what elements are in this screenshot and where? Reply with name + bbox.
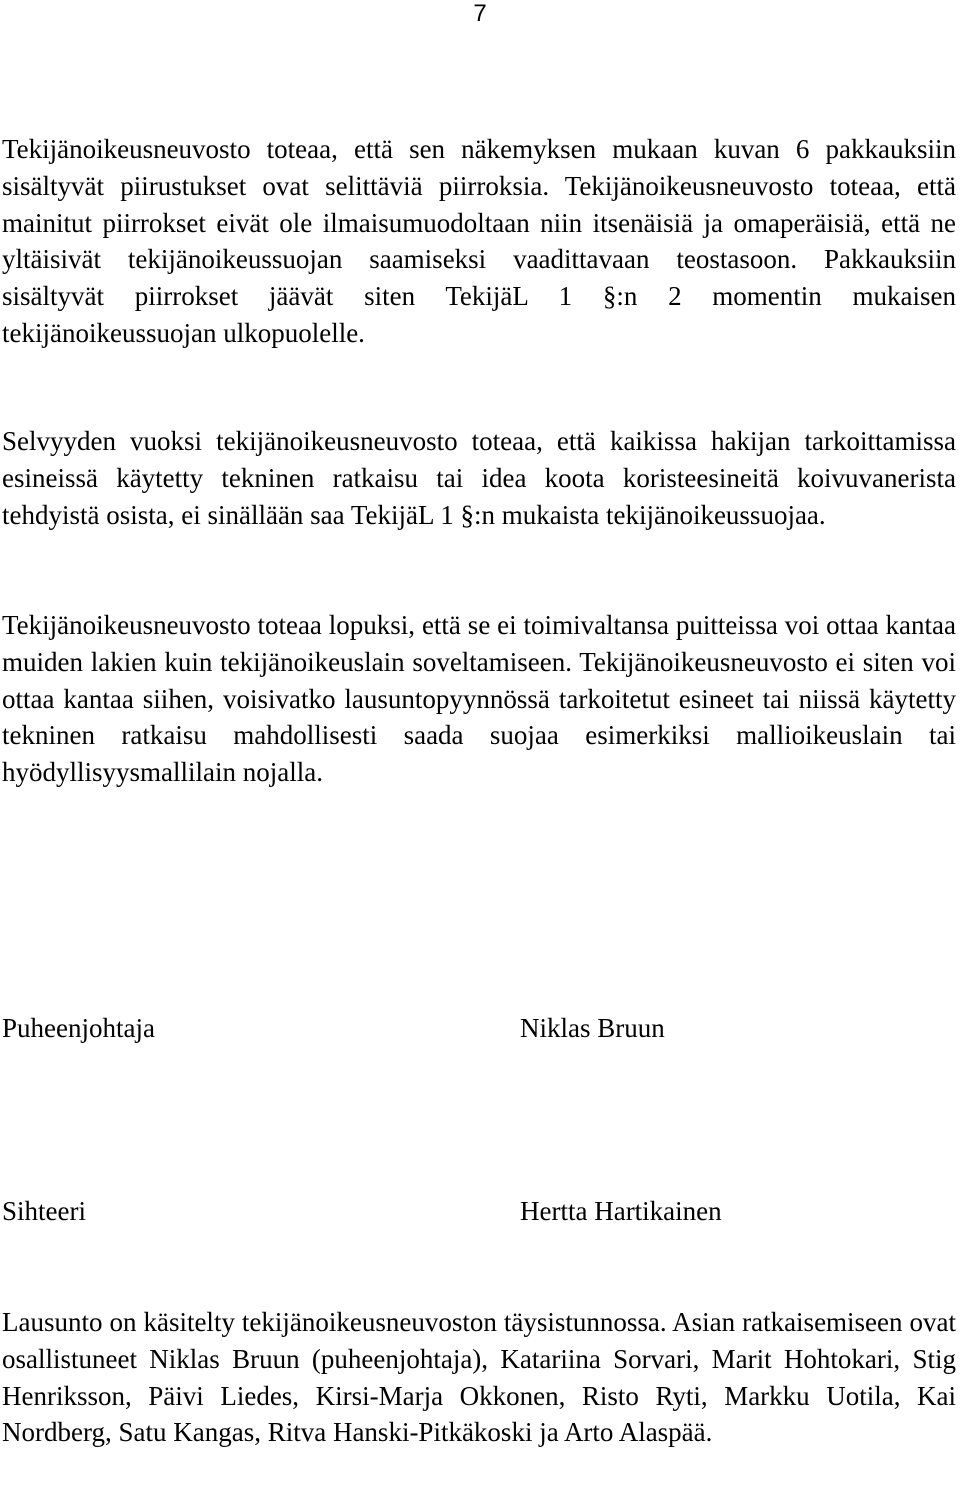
signature-role-secretary: Sihteeri	[2, 1196, 86, 1226]
body-paragraph-technical-solution: Selvyyden vuoksi tekijänoikeusneuvosto toteaa, että kaikissa hakijan tarkoittamissa esineissä käytetty tekninen ratkaisu tai idea koota koristeesineitä koivuvanerista tehdyistä osista, ei sinällään saa TekijäL 1 §:n mukaista tekijänoikeussuojaa.	[2, 426, 956, 530]
signature-name-chair: Niklas Bruun	[520, 1013, 665, 1043]
page-number: 7	[473, 0, 487, 27]
body-paragraph-jurisdiction: Tekijänoikeusneuvosto toteaa lopuksi, että se ei toimivaltansa puitteissa voi ottaa kantaa muiden lakien kuin tekijänoikeuslain soveltamiseen. Tekijänoikeusneuvosto ei siten voi ottaa kantaa siihen, voisivatko lausuntopyynnössä tarkoitetut esineet tai niissä käytetty tekninen ratkaisu mahdollisesti saada suojaa esimerkiksi mallioikeuslain tai hyödyllisyysmallilain nojalla.	[2, 610, 956, 788]
closing-paragraph: Lausunto on käsitelty tekijänoikeusneuvoston täysistunnossa. Asian ratkaisemiseen ovat osallistuneet Niklas Bruun (puheenjohtaja), Katariina Sorvari, Marit Hohtokari, Stig Henriksson, Päivi Liedes, Kirsi-Marja Okkonen, Risto Ryti, Markku Uotila, Kai Nordberg, Satu Kangas, Ritva Hanski-Pitkäkoski ja Arto Alaspää.	[2, 1307, 956, 1448]
signature-role-chair: Puheenjohtaja	[2, 1013, 155, 1043]
signature-name-secretary: Hertta Hartikainen	[520, 1196, 722, 1226]
body-paragraph-drawings: Tekijänoikeusneuvosto toteaa, että sen näkemyksen mukaan kuvan 6 pakkauksiin sisältyvät piirustukset ovat selittäviä piirroksia. Tekijänoikeusneuvosto toteaa, että mainitut piirrokset eivät ole ilmaisumuodoltaan niin itsenäisiä ja omaperäisiä, että ne yltäisivät tekijänoikeussuojan saamiseksi vaadittavaan teostasoon. Pakkauksiin sisältyvät piirrokset jäävät siten TekijäL 1 §:n 2 momentin mukaisen tekijänoikeussuojan ulkopuolelle.	[2, 134, 956, 348]
